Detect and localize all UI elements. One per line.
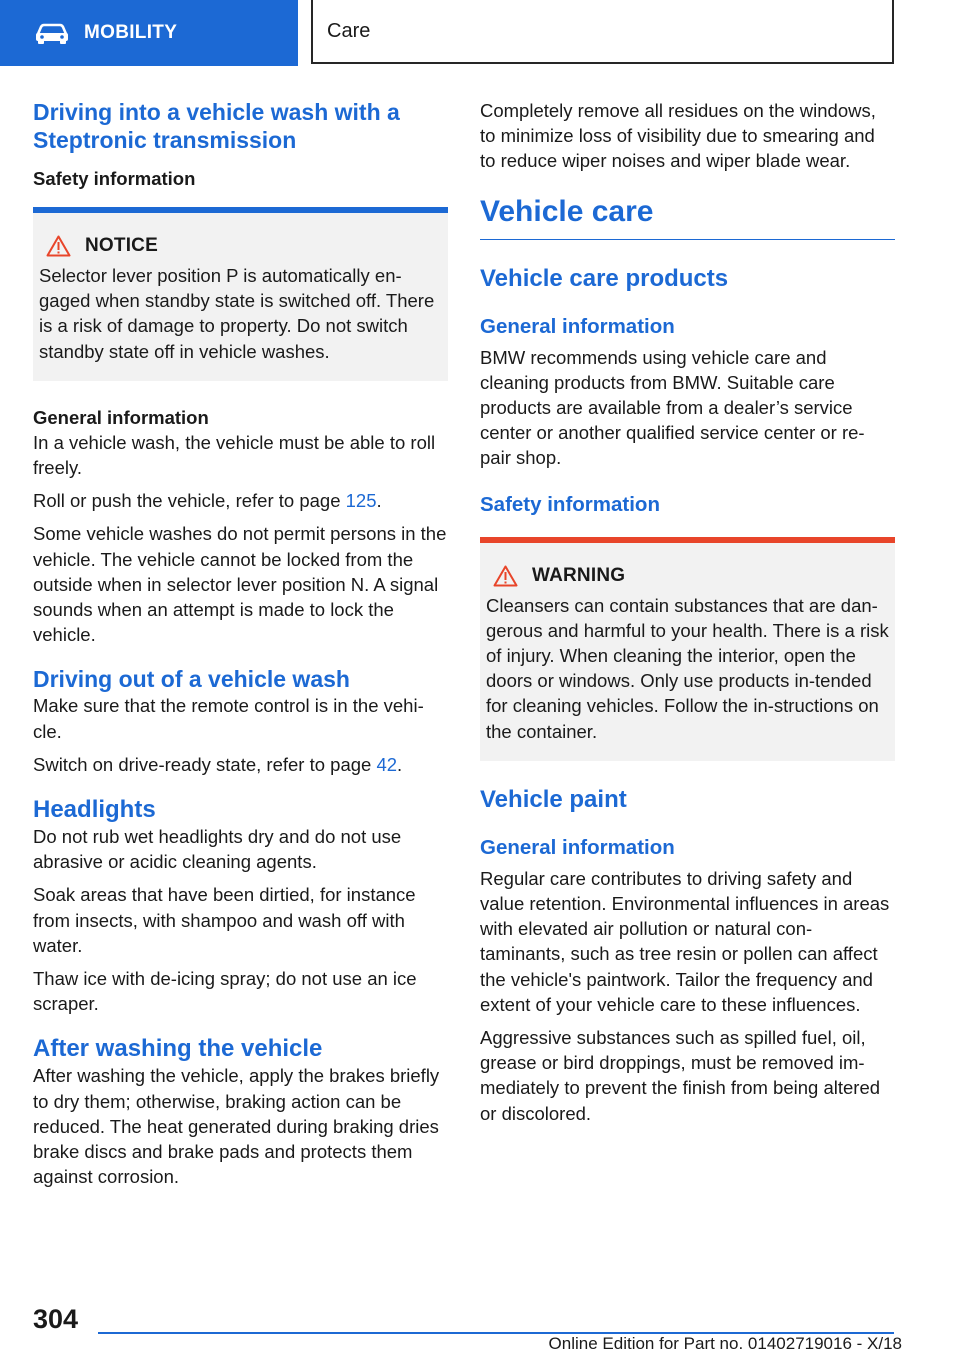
mobility-tab-label: MOBILITY [84,22,178,43]
page-footer [0,1296,960,1362]
warning-label: WARNING [532,564,626,586]
left-column [33,98,448,1197]
page-link-125[interactable]: 125 [345,490,377,512]
notice-text: Selector lever position P is automatically en‐gaged when standby state is switched off. There is a risk of damage to property. Do not switch standby state off in vehicle washes. [39,265,435,362]
care-safety-heading: Safety information [480,492,660,516]
after-washing-p1: After washing the vehicle, apply the brakes briefly to dry them; otherwise, braking action can be reduced. The heat generated during braking dries brake discs and brake pads and protects them against corrosion. [33,1065,440,1188]
paint-paragraph-1: Regular care contributes to driving safety and value retention. Environmental influences in areas with elevated air pollution or natural con‐taminants, such as tree resin or pollen can affect the vehicle's paintwork. Tailor the frequency and extent of your vehicle care to these influences. [480,867,890,1015]
vehicle-care-title: Vehicle care [480,194,654,228]
warning-text: Cleansers can contain substances that are dan‐gerous and harmful to your health. There is a risk of injury. When cleaning the interior, open the doors or windows. Only use products in‐tended for cleaning vehicles. Follow the in‐structions on the container. [486,594,889,742]
title-rule [480,239,895,240]
right-column [480,98,895,1134]
drive-out-p2: Switch on drive-ready state, refer to page 42. [33,753,403,775]
care-general-heading: General information [480,314,675,338]
vehicle-wash-heading: Driving into a vehicle wash with a Steptronic transmission [33,99,400,153]
warning-triangle-icon [493,565,518,587]
after-washing-heading: After washing the vehicle [33,1035,323,1063]
page-link-42[interactable]: 42 [376,753,398,775]
mobility-tab[interactable] [0,0,298,66]
general-info-p3: Some vehicle washes do not permit persons in the vehicle. The vehicle cannot be locked from the outside when in selector lever position N. A signal sounds when an attempt is made to lock the vehicle. [33,523,447,646]
edition-text: Online Edition for Part no. 01402719016 - X/18 [548,1334,902,1353]
notice-box [33,207,448,381]
headlights-p2: Soak areas that have been dirtied, for instance from insects, with shampoo and wash off with water. [33,884,416,956]
paint-general-heading: General information [480,835,675,859]
drive-out-heading: Driving out of a vehicle wash [33,666,350,693]
headlights-heading: Headlights [33,796,156,824]
headlights-p3: Thaw ice with de-icing spray; do not use an ice scraper. [33,968,417,1015]
warning-triangle-icon [46,235,71,257]
safety-info-heading: Safety information [33,168,196,189]
vehicle-paint-heading: Vehicle paint [480,785,627,813]
page-number: 304 [33,1304,79,1334]
general-info-p2: Roll or push the vehicle, refer to page 125. [33,490,382,512]
care-general-paragraph: BMW recommends using vehicle care and cleaning products from BMW. Suitable care products are available from a dealer’s service center or another qualified service center or re‐pair shop. [480,346,865,469]
care-products-heading: Vehicle care products [480,264,729,292]
windows-residue-paragraph: Completely remove all residues on the windows, to minimize loss of visibility due to smearing and to reduce wiper noises and wiper blade wear. [480,100,876,172]
warning-box [480,537,895,761]
headlights-p1: Do not rub wet headlights dry and do not use abrasive or acidic cleaning agents. [33,826,402,873]
paint-paragraph-2: Aggressive substances such as spilled fuel, oil, grease or bird droppings, must be removed im‐mediately to prevent the finish from being altered or discolored. [480,1027,881,1124]
notice-label: NOTICE [85,235,158,256]
page-header [0,0,960,66]
drive-out-p1: Make sure that the remote control is in the vehi‐cle. [33,695,424,742]
general-info-heading: General information [33,406,209,428]
general-info-p1: In a vehicle wash, the vehicle must be able to roll freely. [33,431,436,479]
section-title: Care [311,0,894,64]
car-icon [34,21,70,45]
